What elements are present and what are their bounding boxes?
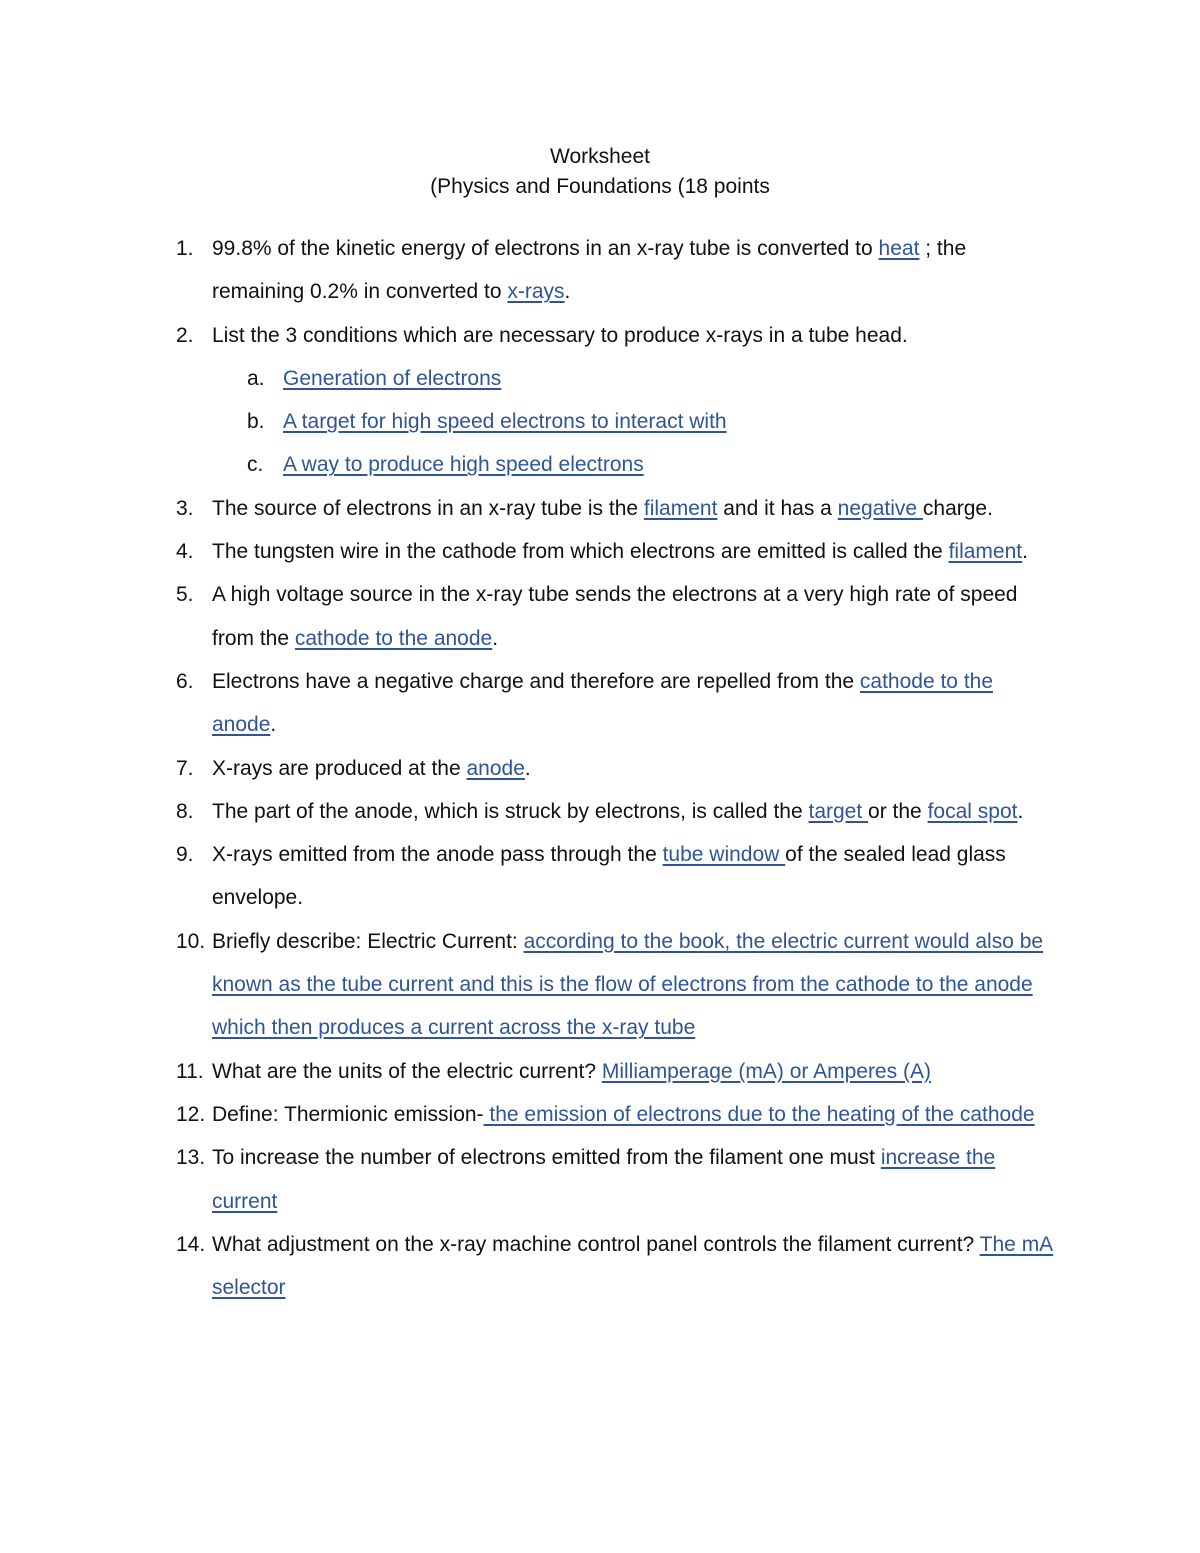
sub-label: b. — [247, 410, 265, 434]
question-text: List the 3 conditions which are necessary to produce x-rays in a tube head. — [212, 323, 908, 347]
answer: filament — [643, 496, 718, 520]
question-number: 3. — [176, 496, 194, 520]
answer: A target for high speed electrons to interact with — [283, 410, 727, 434]
question-number: 2. — [176, 323, 194, 347]
question-14 — [0, 1223, 1057, 1310]
question-text: of the sealed lead glass envelope. — [212, 843, 1006, 910]
question-text: ; the remaining 0.2% in converted to — [212, 237, 967, 304]
question-number: 1. — [176, 237, 194, 260]
question-3 — [0, 487, 1057, 530]
answer: Milliamperage (mA) or Amperes (A) — [601, 1059, 931, 1083]
question-number: 14. — [176, 1232, 206, 1256]
sub-label: a. — [247, 366, 265, 390]
answer: Generation of electrons — [283, 366, 502, 390]
answer: cathode to the anode — [294, 626, 493, 650]
question-9 — [0, 833, 1057, 920]
question-4 — [0, 530, 1057, 573]
page-subtitle: (Physics and Foundations (18 points — [430, 175, 770, 198]
question-13 — [0, 1136, 1057, 1223]
question-number: 9. — [176, 843, 194, 867]
question-text: and it has a — [717, 496, 838, 520]
question-text: . — [1022, 540, 1028, 564]
question-text: . — [564, 280, 571, 304]
question-text: 99.8% of the kinetic energy of electrons in an x-ray tube is converted to — [212, 237, 879, 260]
question-number: 12. — [176, 1102, 206, 1126]
answer: The mA selector — [212, 1232, 1054, 1300]
question-7 — [0, 747, 1057, 790]
sub-item-c — [0, 443, 1200, 486]
question-12 — [0, 1093, 1057, 1136]
question-text: Electrons have a negative charge and therefore are repelled from the — [212, 669, 860, 693]
question-text: or the — [868, 799, 928, 823]
question-text: The tungsten wire in the cathode from which electrons are emitted is called the — [212, 540, 949, 564]
sub-item-b — [0, 400, 1200, 443]
question-text: To increase the number of electrons emitted from the filament one must — [212, 1146, 881, 1170]
question-number: 6. — [176, 669, 194, 693]
question-8 — [0, 790, 1057, 833]
question-2 — [0, 314, 1057, 357]
question-text: Briefly describe: Electric Current: — [212, 929, 524, 953]
question-text: X-rays are produced at the — [212, 756, 467, 780]
sub-label: c. — [247, 453, 264, 477]
answer: target — [808, 799, 869, 823]
question-5 — [0, 573, 1057, 660]
answer: cathode to the anode — [212, 669, 994, 737]
answer: negative — [837, 496, 923, 520]
question-number: 7. — [176, 756, 194, 780]
question-text: charge. — [922, 496, 993, 520]
answer: x-rays — [507, 280, 565, 304]
answer: increase the current — [212, 1146, 996, 1213]
question-text: The source of electrons in an x-ray tube is the — [212, 496, 644, 520]
answer: the emission of electrons due to the heating of the cathode — [483, 1102, 1035, 1126]
sub-item-a — [0, 357, 1200, 400]
answer: according to the book, the electric current would also be known as the tube current and this is the flow of electrons from the cathode to the anode which then produces a current across the x-ray tube — [212, 929, 1044, 1040]
question-10 — [0, 920, 1057, 1050]
answer: heat — [878, 237, 920, 260]
question-text: X-rays emitted from the anode pass through the — [212, 843, 663, 867]
question-list — [0, 227, 1200, 1309]
question-text: . — [270, 713, 277, 737]
question-text: What are the units of the electric current? — [212, 1059, 602, 1083]
question-number: 4. — [176, 540, 194, 564]
question-text: . — [492, 626, 499, 650]
answer: focal spot — [927, 799, 1018, 823]
question-text: Define: Thermionic emission- — [212, 1102, 484, 1126]
question-number: 5. — [176, 583, 194, 607]
answer: A way to produce high speed electrons — [283, 453, 644, 477]
question-11 — [0, 1050, 1057, 1093]
question-1 — [0, 227, 1057, 314]
question-text: The part of the anode, which is struck by electrons, is called the — [212, 799, 809, 823]
answer: anode — [466, 756, 525, 780]
answer: tube window — [662, 843, 786, 867]
question-text: What adjustment on the x-ray machine control panel controls the filament current? — [212, 1232, 980, 1256]
page-title: Worksheet — [550, 145, 650, 168]
question-text: . — [1017, 799, 1024, 823]
question-text: A high voltage source in the x-ray tube sends the electrons at a very high rate of speed from the — [212, 583, 1018, 650]
answer: filament — [948, 540, 1023, 564]
question-6 — [0, 660, 1057, 747]
question-number: 8. — [176, 799, 194, 823]
question-number: 11. — [176, 1059, 204, 1083]
question-text: . — [524, 756, 531, 780]
question-number: 13. — [176, 1146, 206, 1170]
question-number: 10. — [176, 929, 206, 953]
